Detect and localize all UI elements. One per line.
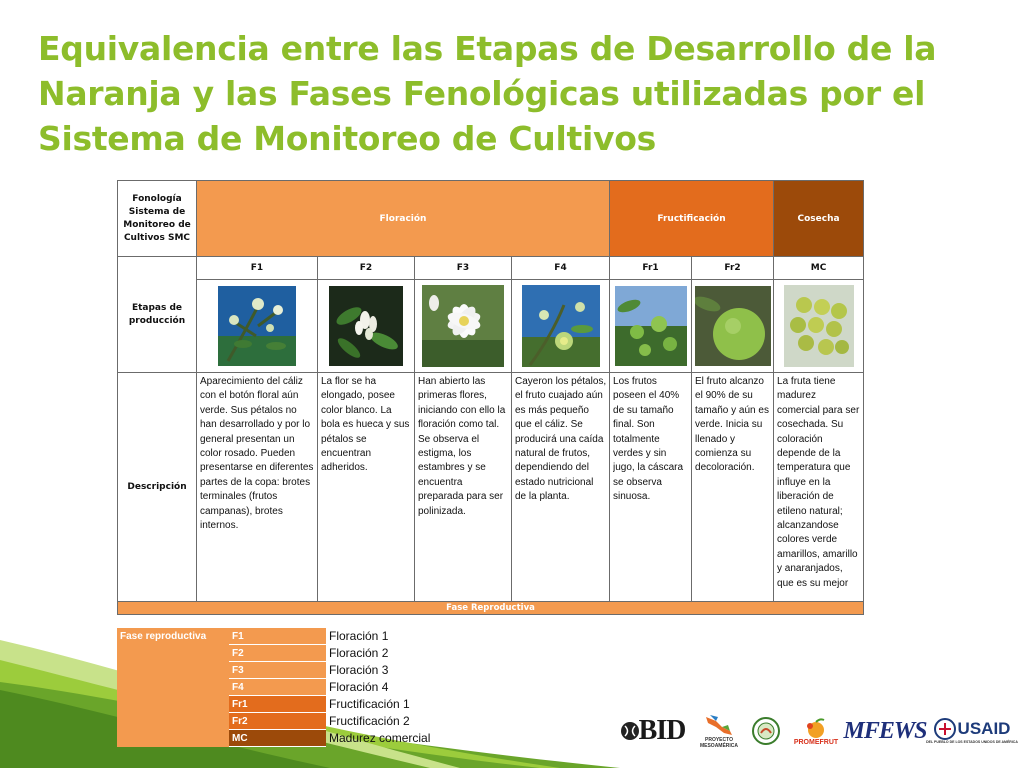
- legend-code-f3: F3: [229, 662, 326, 679]
- photo-cell-mc: [774, 280, 864, 373]
- stage-code-f2: F2: [318, 257, 415, 280]
- legend-header: Fase reproductiva: [117, 628, 229, 747]
- usaid-logo: USAID DEL PUEBLO DE LOS ESTADOS UNIDOS DE AMÉRICA: [926, 719, 1018, 744]
- description-f1: Aparecimiento del cáliz con el botón floral aún verde. Sus pétalos no han desarrollado y por lo general presentan un color rosado. Pueden presentarse en diferentes partes de la copa: brotes terminales (frutos campanas), brotes internos.: [197, 373, 318, 602]
- mesoamerica-map-icon: [704, 713, 734, 737]
- green-orange-fruit-icon: [695, 286, 771, 366]
- legend-code-f4: F4: [229, 679, 326, 696]
- legend-code-f1: F1: [229, 628, 326, 645]
- fruit-icon: [802, 717, 830, 739]
- legend-name-f3: Floración 3: [329, 663, 389, 677]
- globe-icon: [621, 718, 639, 744]
- photo-cell-f4: [512, 280, 610, 373]
- promefrut-logo: PROMEFRUT: [790, 708, 842, 754]
- phenology-table: [117, 180, 864, 615]
- page-title: Equivalencia entre las Etapas de Desarrollo de la Naranja y las Fases Fenológicas utilizadas por el Sistema de Monitoreo de Cultivos: [38, 29, 937, 158]
- legend-table: [117, 628, 444, 747]
- stage-code-f4: F4: [512, 257, 610, 280]
- petal-fall-fruit-set-icon: [522, 285, 600, 367]
- orange-flower-buds-icon: [218, 286, 296, 366]
- open-orange-blossom-icon: [422, 285, 504, 367]
- photo-cell-f1: [197, 280, 318, 373]
- description-fr2: El fruto alcanzo el 90% de su tamaño y aún es verde. Inicia su llenado y comienza su decoloración.: [692, 373, 774, 602]
- stage-code-f1: F1: [197, 257, 318, 280]
- stage-code-mc: MC: [774, 257, 864, 280]
- small-green-fruits-icon: [615, 286, 687, 366]
- bid-logo: BID: [616, 708, 690, 754]
- stages-label-cell: Etapas de producción: [118, 257, 197, 373]
- description-label-cell: Descripción: [118, 373, 197, 602]
- description-mc: La fruta tiene madurez comercial para ser cosechada. Su coloración depende de la temperatura que influye en la liberación de etileno natural; alcanzandose colores verde amarillos, amarillo y anaranjados, que es su mejor: [774, 373, 864, 602]
- elongated-white-buds-icon: [329, 286, 403, 366]
- header-label-cell: Fonología Sistema de Monitoreo de Cultivos SMC: [118, 181, 197, 257]
- legend-code-f2: F2: [229, 645, 326, 662]
- legend-code-fr2: Fr2: [229, 713, 326, 730]
- photo-cell-f3: [415, 280, 512, 373]
- legend-name-f1: Floración 1: [329, 629, 389, 644]
- phase-floracion: Floración: [197, 181, 610, 257]
- photo-cell-fr2: [692, 280, 774, 373]
- legend-code-mc: MC: [229, 730, 326, 747]
- description-fr1: Los frutos poseen el 40% de su tamaño final. Son totalmente verdes y sin jugo, la cáscara se observa sinuosa.: [610, 373, 692, 602]
- photo-cell-fr1: [610, 280, 692, 373]
- description-f2: La flor se ha elongado, posee color blanco. La bola es hueca y sus pétalos se encuentran adheridos.: [318, 373, 415, 602]
- legend-name-fr1: Fructificación 1: [329, 697, 410, 711]
- seal-icon: [751, 716, 781, 746]
- phase-cosecha: Cosecha: [774, 181, 864, 257]
- legend-name-fr2: Fructificación 2: [329, 714, 410, 728]
- sponsor-logos: [612, 708, 1017, 756]
- description-f4: Cayeron los pétalos, el fruto cuajado aún es más pequeño que el cáliz. Se producirá una caída natural de frutos, dependiendo del estado nutricional de la planta.: [512, 373, 610, 602]
- reproductive-phase-bar: Fase Reproductiva: [118, 602, 864, 615]
- seal-logo: [750, 708, 782, 754]
- mesoamerica-logo: PROYECTO MESOAMÉRICA: [694, 708, 744, 754]
- description-f3: Han abierto las primeras flores, iniciando con ello la floración como tal. Se observa el estigma, los estambres y se encuentra preparada para ser polinizada.: [415, 373, 512, 602]
- phase-fructificacion: Fructificación: [610, 181, 774, 257]
- mfews-logo: MFEWS: [843, 717, 927, 744]
- stage-code-f3: F3: [415, 257, 512, 280]
- legend-code-fr1: Fr1: [229, 696, 326, 713]
- legend-name-f4: Floración 4: [329, 680, 389, 694]
- ripe-orange-cluster-icon: [784, 285, 854, 367]
- stage-code-fr2: Fr2: [692, 257, 774, 280]
- legend-name-mc: Madurez comercial: [329, 731, 431, 745]
- usaid-seal-icon: [934, 718, 956, 740]
- legend-name-f2: Floración 2: [329, 646, 389, 660]
- photo-cell-f2: [318, 280, 415, 373]
- stage-code-fr1: Fr1: [610, 257, 692, 280]
